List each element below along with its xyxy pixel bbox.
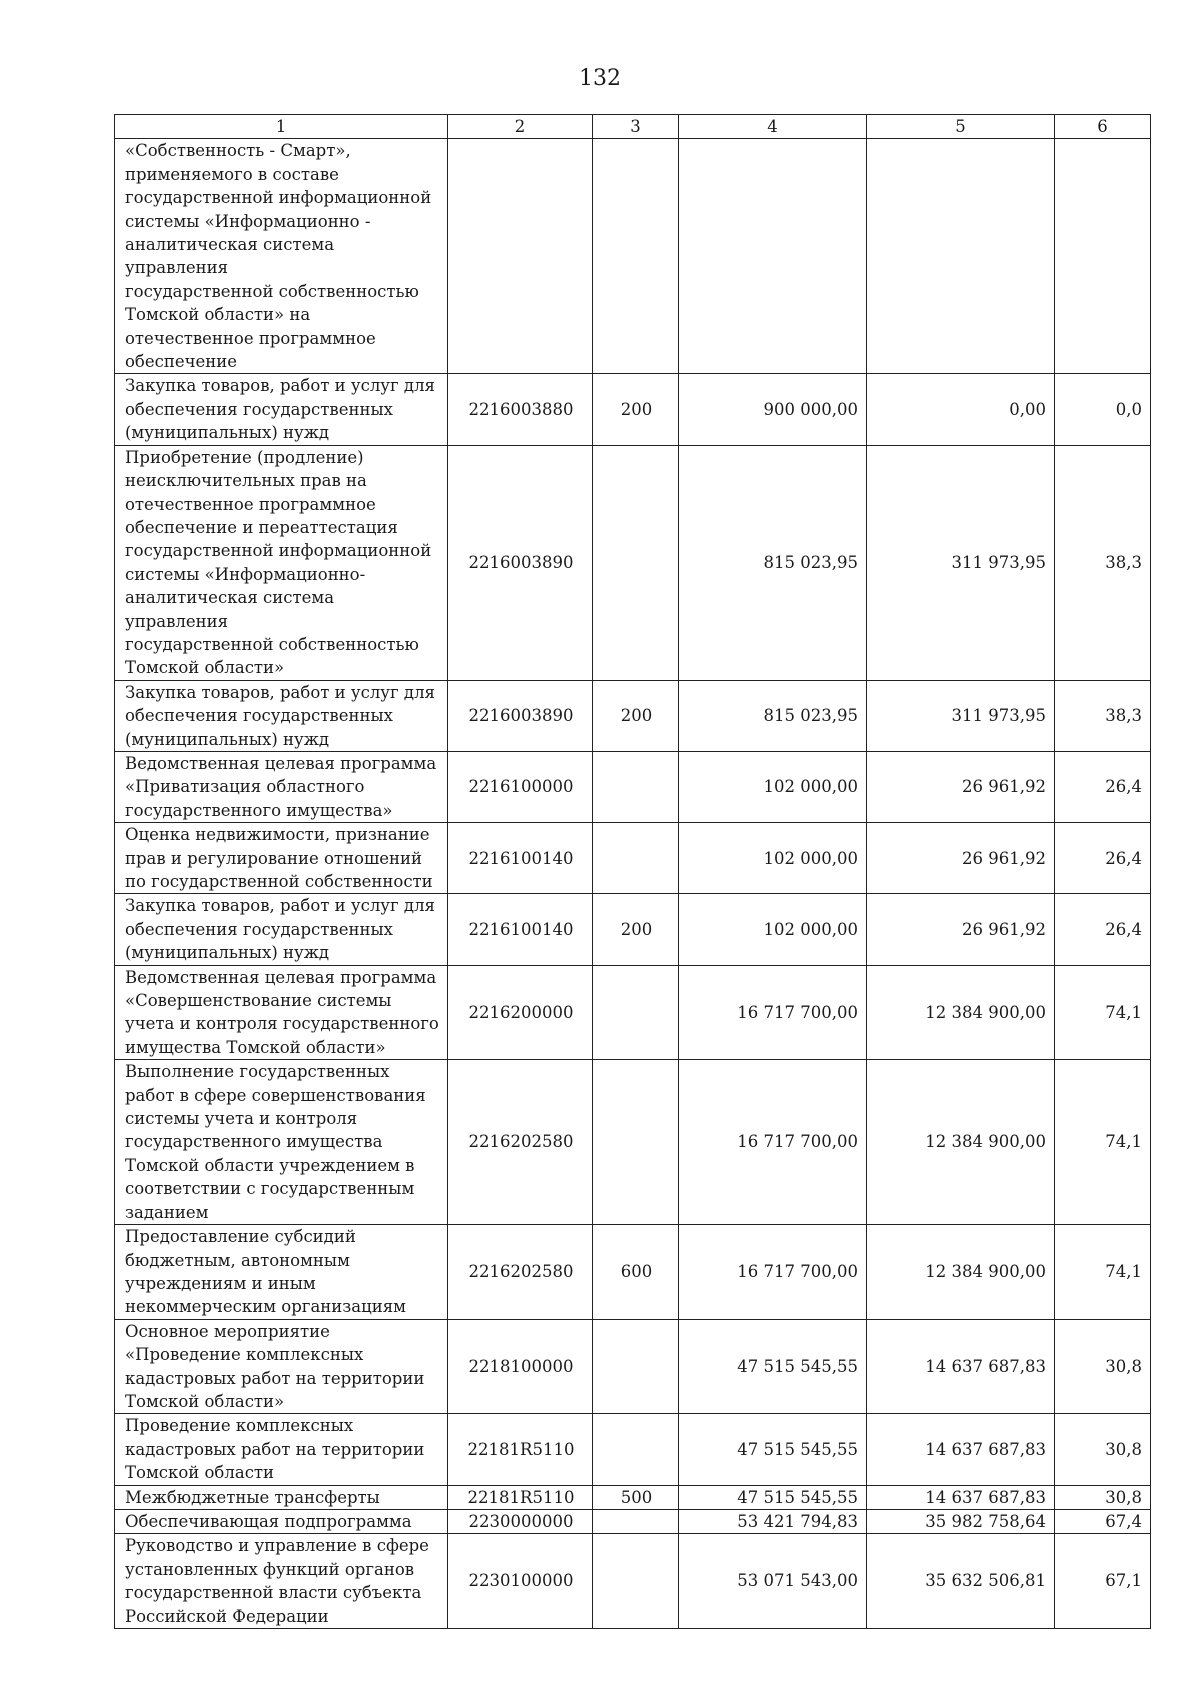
- actual-amount-cell: 12 384 900,00: [867, 965, 1055, 1060]
- item-name-line: государственного имущества: [125, 1132, 383, 1152]
- actual-amount-cell: 14 637 687,83: [867, 1485, 1055, 1509]
- item-name-line: заданием: [125, 1202, 209, 1222]
- item-name-line: Основное мероприятие: [125, 1321, 330, 1341]
- item-name-line: Томской области: [125, 1463, 275, 1483]
- table-row: [115, 823, 1151, 894]
- actual-amount-cell: 311 973,95: [867, 680, 1055, 751]
- column-header: 6: [1055, 115, 1151, 139]
- item-name-line: Ведомственная целевая программа: [125, 753, 437, 773]
- expense-type-cell: 600: [593, 1225, 679, 1320]
- expense-type-cell: [593, 751, 679, 822]
- item-name-line: Руководство и управление в сфере: [125, 1536, 429, 1556]
- expense-type-cell: [593, 965, 679, 1060]
- percent-cell: 67,4: [1055, 1509, 1151, 1533]
- plan-amount-cell: 16 717 700,00: [679, 965, 867, 1060]
- table-row: [115, 1225, 1151, 1320]
- expense-type-cell: 200: [593, 894, 679, 965]
- item-name-line: системы «Информационно -: [125, 211, 371, 231]
- item-name-cell: [115, 680, 448, 751]
- actual-amount-cell: 0,00: [867, 374, 1055, 445]
- plan-amount-cell: 47 515 545,55: [679, 1485, 867, 1509]
- expense-type-cell: [593, 1060, 679, 1225]
- item-name-line: некоммерческим организациям: [125, 1297, 406, 1317]
- item-name-line: прав и регулирование отношений: [125, 848, 423, 868]
- item-name-line: (муниципальных) нужд: [125, 423, 330, 443]
- item-name-line: Предоставление субсидий: [125, 1227, 356, 1247]
- budget-code-cell: [448, 139, 593, 374]
- item-name-line: учреждениям и иным: [125, 1273, 316, 1293]
- plan-amount-cell: 815 023,95: [679, 445, 867, 680]
- budget-code-cell: 2218100000: [448, 1319, 593, 1414]
- item-name-line: «Собственность - Смарт»,: [125, 141, 351, 161]
- expense-type-cell: [593, 1319, 679, 1414]
- item-name-cell: [115, 1319, 448, 1414]
- item-name-line: отечественное программное: [125, 494, 376, 514]
- item-name-line: Обеспечивающая подпрограмма: [125, 1511, 412, 1531]
- table-row: [115, 445, 1151, 680]
- plan-amount-cell: 53 071 543,00: [679, 1534, 867, 1629]
- expense-type-cell: 200: [593, 680, 679, 751]
- item-name-cell: [115, 1509, 448, 1533]
- item-name-line: Томской области» на: [125, 305, 311, 325]
- item-name-line: Межбюджетные трансферты: [125, 1487, 380, 1507]
- percent-cell: 26,4: [1055, 751, 1151, 822]
- item-name-cell: [115, 445, 448, 680]
- budget-code-cell: 22181R5110: [448, 1485, 593, 1509]
- item-name-line: Закупка товаров, работ и услуг для: [125, 682, 435, 702]
- table-row: [115, 1060, 1151, 1225]
- item-name-cell: [115, 139, 448, 374]
- item-name-line: «Приватизация областного: [125, 777, 365, 797]
- column-header: 3: [593, 115, 679, 139]
- actual-amount-cell: 26 961,92: [867, 751, 1055, 822]
- budget-code-cell: 2216202580: [448, 1060, 593, 1225]
- plan-amount-cell: 815 023,95: [679, 680, 867, 751]
- item-name-line: применяемого в составе: [125, 164, 339, 184]
- percent-cell: 26,4: [1055, 894, 1151, 965]
- item-name-line: Выполнение государственных: [125, 1062, 390, 1082]
- item-name-line: Закупка товаров, работ и услуг для: [125, 896, 435, 916]
- actual-amount-cell: [867, 139, 1055, 374]
- expense-type-cell: [593, 1414, 679, 1485]
- budget-code-cell: 2230100000: [448, 1534, 593, 1629]
- percent-cell: 26,4: [1055, 823, 1151, 894]
- item-name-cell: [115, 1534, 448, 1629]
- table-row: [115, 1319, 1151, 1414]
- plan-amount-cell: [679, 139, 867, 374]
- actual-amount-cell: 26 961,92: [867, 823, 1055, 894]
- item-name-line: аналитическая система управления: [125, 235, 335, 278]
- plan-amount-cell: 102 000,00: [679, 751, 867, 822]
- item-name-line: обеспечения государственных: [125, 706, 393, 726]
- item-name-cell: [115, 965, 448, 1060]
- item-name-line: Ведомственная целевая программа: [125, 967, 437, 987]
- budget-code-cell: 22181R5110: [448, 1414, 593, 1485]
- percent-cell: 0,0: [1055, 374, 1151, 445]
- item-name-line: государственного имущества»: [125, 800, 393, 820]
- table-row: [115, 139, 1151, 374]
- item-name-line: по государственной собственности: [125, 872, 433, 891]
- expense-type-cell: [593, 823, 679, 894]
- item-name-line: обеспечение: [125, 352, 238, 372]
- item-name-line: Российской Федерации: [125, 1606, 329, 1626]
- budget-code-cell: 2216003880: [448, 374, 593, 445]
- percent-cell: 67,1: [1055, 1534, 1151, 1629]
- actual-amount-cell: 26 961,92: [867, 894, 1055, 965]
- percent-cell: 74,1: [1055, 1225, 1151, 1320]
- budget-table: [114, 114, 1151, 1629]
- budget-code-cell: 2216202580: [448, 1225, 593, 1320]
- actual-amount-cell: 14 637 687,83: [867, 1414, 1055, 1485]
- plan-amount-cell: 16 717 700,00: [679, 1225, 867, 1320]
- plan-amount-cell: 47 515 545,55: [679, 1319, 867, 1414]
- item-name-line: государственной власти субъекта: [125, 1583, 422, 1603]
- percent-cell: 30,8: [1055, 1485, 1151, 1509]
- item-name-line: Приобретение (продление): [125, 447, 364, 467]
- item-name-line: «Совершенствование системы: [125, 991, 392, 1011]
- plan-amount-cell: 16 717 700,00: [679, 1060, 867, 1225]
- actual-amount-cell: 35 632 506,81: [867, 1534, 1055, 1629]
- expense-type-cell: 500: [593, 1485, 679, 1509]
- budget-code-cell: 2216100140: [448, 894, 593, 965]
- actual-amount-cell: 311 973,95: [867, 445, 1055, 680]
- item-name-line: Закупка товаров, работ и услуг для: [125, 376, 435, 396]
- column-header: 1: [115, 115, 448, 139]
- item-name-line: обеспечения государственных: [125, 399, 393, 419]
- percent-cell: [1055, 139, 1151, 374]
- table-row: [115, 374, 1151, 445]
- percent-cell: 74,1: [1055, 1060, 1151, 1225]
- plan-amount-cell: 102 000,00: [679, 894, 867, 965]
- table-body: [115, 139, 1151, 1629]
- item-name-line: аналитическая система управления: [125, 588, 335, 631]
- item-name-cell: [115, 1485, 448, 1509]
- percent-cell: 30,8: [1055, 1414, 1151, 1485]
- item-name-line: Томской области»: [125, 658, 285, 678]
- item-name-cell: [115, 1060, 448, 1225]
- item-name-line: государственной собственностью: [125, 634, 419, 654]
- plan-amount-cell: 53 421 794,83: [679, 1509, 867, 1533]
- actual-amount-cell: 12 384 900,00: [867, 1225, 1055, 1320]
- table-row: [115, 965, 1151, 1060]
- budget-code-cell: 2216200000: [448, 965, 593, 1060]
- item-name-line: «Проведение комплексных: [125, 1345, 364, 1365]
- item-name-line: государственной собственностью: [125, 281, 419, 301]
- item-name-line: кадастровых работ на территории: [125, 1368, 425, 1388]
- item-name-line: отечественное программное: [125, 328, 376, 348]
- percent-cell: 38,3: [1055, 680, 1151, 751]
- table-row: [115, 894, 1151, 965]
- item-name-line: работ в сфере совершенствования: [125, 1085, 426, 1105]
- item-name-line: (муниципальных) нужд: [125, 729, 330, 749]
- plan-amount-cell: 47 515 545,55: [679, 1414, 867, 1485]
- actual-amount-cell: 12 384 900,00: [867, 1060, 1055, 1225]
- percent-cell: 74,1: [1055, 965, 1151, 1060]
- item-name-line: неисключительных прав на: [125, 471, 367, 491]
- table-row: [115, 1509, 1151, 1533]
- item-name-line: обеспечение и переаттестация: [125, 517, 398, 537]
- item-name-line: Оценка недвижимости, признание: [125, 825, 430, 845]
- item-name-line: бюджетным, автономным: [125, 1250, 350, 1270]
- percent-cell: 30,8: [1055, 1319, 1151, 1414]
- item-name-line: кадастровых работ на территории: [125, 1439, 425, 1459]
- expense-type-cell: [593, 1534, 679, 1629]
- item-name-cell: [115, 1414, 448, 1485]
- column-header: 5: [867, 115, 1055, 139]
- item-name-line: установленных функций органов: [125, 1559, 415, 1579]
- item-name-cell: [115, 1225, 448, 1320]
- column-header: 4: [679, 115, 867, 139]
- plan-amount-cell: 102 000,00: [679, 823, 867, 894]
- budget-code-cell: 2216100000: [448, 751, 593, 822]
- item-name-line: государственной информационной: [125, 188, 432, 208]
- item-name-line: (муниципальных) нужд: [125, 943, 330, 963]
- expense-type-cell: 200: [593, 374, 679, 445]
- item-name-cell: [115, 374, 448, 445]
- item-name-line: имущества Томской области»: [125, 1037, 386, 1057]
- item-name-line: соответствии с государственным: [125, 1179, 415, 1199]
- expense-type-cell: [593, 139, 679, 374]
- expense-type-cell: [593, 1509, 679, 1533]
- item-name-cell: [115, 751, 448, 822]
- budget-code-cell: 2216003890: [448, 680, 593, 751]
- page-number: 132: [579, 66, 621, 91]
- table-row: [115, 1485, 1151, 1509]
- item-name-line: государственной информационной: [125, 541, 432, 561]
- table-row: [115, 751, 1151, 822]
- budget-code-cell: 2230000000: [448, 1509, 593, 1533]
- actual-amount-cell: 14 637 687,83: [867, 1319, 1055, 1414]
- expense-type-cell: [593, 445, 679, 680]
- percent-cell: 38,3: [1055, 445, 1151, 680]
- item-name-line: обеспечения государственных: [125, 919, 393, 939]
- table-row: [115, 1414, 1151, 1485]
- item-name-line: учета и контроля государственного: [125, 1014, 439, 1034]
- item-name-line: Томской области»: [125, 1391, 285, 1411]
- budget-code-cell: 2216003890: [448, 445, 593, 680]
- item-name-line: Томской области учреждением в: [125, 1155, 415, 1175]
- header-row: [115, 115, 1151, 139]
- item-name-cell: [115, 823, 448, 894]
- item-name-line: Проведение комплексных: [125, 1416, 354, 1436]
- actual-amount-cell: 35 982 758,64: [867, 1509, 1055, 1533]
- plan-amount-cell: 900 000,00: [679, 374, 867, 445]
- budget-code-cell: 2216100140: [448, 823, 593, 894]
- column-header: 2: [448, 115, 593, 139]
- item-name-line: системы «Информационно-: [125, 564, 366, 584]
- item-name-cell: [115, 894, 448, 965]
- table-row: [115, 680, 1151, 751]
- table-row: [115, 1534, 1151, 1629]
- item-name-line: системы учета и контроля: [125, 1109, 358, 1129]
